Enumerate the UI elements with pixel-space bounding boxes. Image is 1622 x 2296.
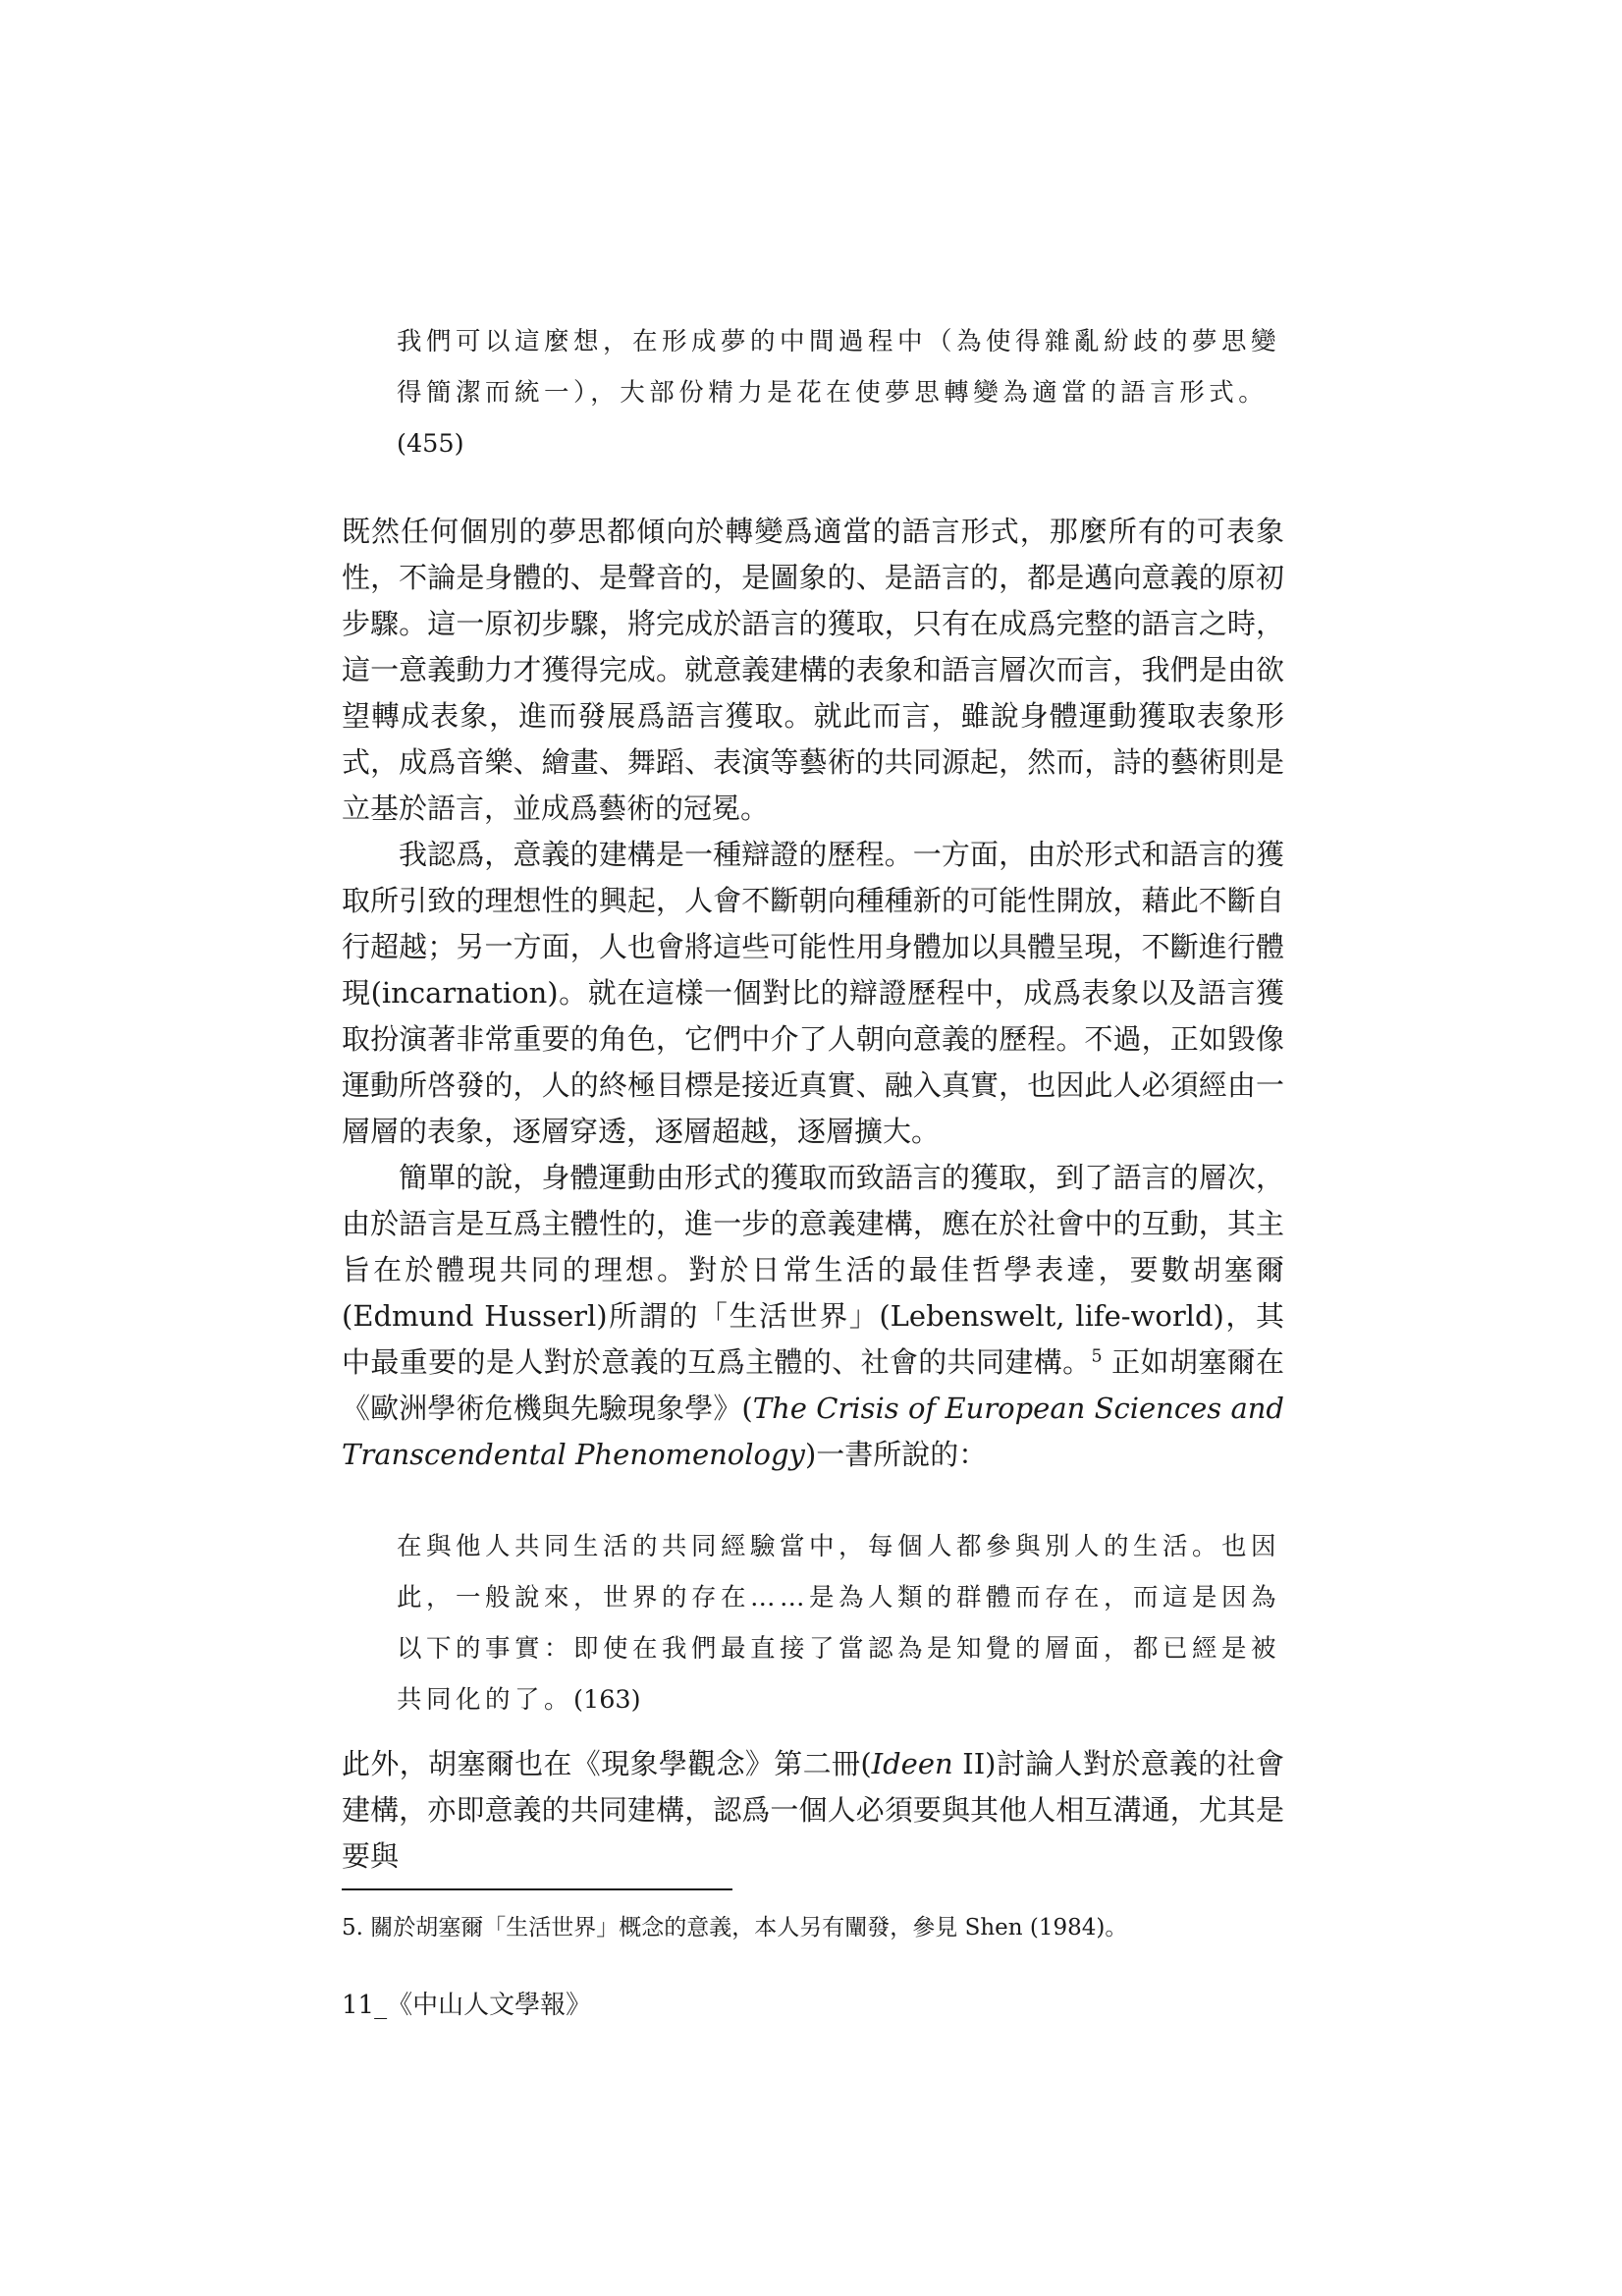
quote-line: 以下的事實：即使在我們最直接了當認為是知覺的層面，都已經是被 [397, 1634, 1281, 1664]
footnote-divider [342, 1888, 732, 1890]
paragraph-2: 我認爲，意義的建構是一種辯證的歷程。一方面，由於形式和語言的獲取所引致的理想性的興起，人會不斷朝向種種新的可能性開放，藉此不斷自行超越；另一方面，人也會將這些可能性用身體加以具體呈現，不斷進行體現(incarnation)。就在這樣一個對比的辯證歷程中，成爲表象以及語言獲取扮演著非常重要的角色，它們中介了人朝向意義的歷程。不過，正如毀像運動所啓發的，人的終極目標是接近真實、融入真實，也因此人必須經由一層層的表象，逐層穿透，逐層超越，逐層擴大。 [342, 838, 1284, 1148]
quote-citation: (163) [573, 1685, 641, 1715]
page-footer: 11_《中山人文學報》 [342, 1991, 592, 2020]
german-book-title: Ideen [871, 1747, 953, 1780]
paragraph-1: 既然任何個別的夢思都傾向於轉變爲適當的語言形式，那麼所有的可表象性，不論是身體的、是聲音的，是圖象的、是語言的，都是邁向意義的原初步驟。這一原初步驟，將完成於語言的獲取，只有在成爲完整的語言之時，這一意義動力才獲得完成。就意義建構的表象和語言層次而言，我們是由欲望轉成表象，進而發展爲語言獲取。就此而言，雖說身體運動獲取表象形式，成爲音樂、繪畫、舞蹈、表演等藝術的共同源起，然而，詩的藝術則是立基於語言，並成爲藝術的冠冕。 [342, 515, 1284, 825]
body-text-continuation [342, 1741, 1284, 1880]
quote-citation: (455) [397, 429, 464, 459]
quote-line: 在與他人共同生活的共同經驗當中，每個人都參與別人的生活。也因 [397, 1532, 1281, 1561]
paragraph-4 [342, 1741, 1284, 1880]
paragraph-3-text: )一書所說的： [804, 1438, 988, 1471]
paragraph-3-text: 正如胡塞爾在《歐洲學術危機與先驗現象學》( [342, 1345, 1284, 1425]
quote-line [397, 1674, 1251, 1725]
paragraph-3-text: 簡單的說，身體運動由形式的獲取而致語言的獲取，到了語言的層次，由於語言是互爲主體性的，進一步的意義建構，應在於社會中的互動，其主旨在於體現共同的理想。對於日常生活的最佳哲學表達，要數胡塞爾(Edmund Husserl)所謂的「生活世界」(Lebenswelt, life-world)，其中最重要的是人對於意義的互爲主體的、社會的共同建構。 [342, 1161, 1284, 1379]
quote-line: 此，一般說來，世界的存在……是為人類的群體而存在，而這是因為 [397, 1583, 1281, 1613]
paragraph-4-text: II)討論人對於意義的社會建構，亦即意義的共同建構，認爲一個人必須要與其他人相互溝通，尤其是要與 [342, 1747, 1284, 1873]
english-book-title: The Crisis of European Sciences and Transcendental Phenomenology [342, 1392, 1284, 1471]
footnote: 5. 關於胡塞爾「生活世界」概念的意義，本人另有闡發，參見 Shen (1984)。 [342, 1915, 1128, 1941]
paragraph-3 [342, 1155, 1284, 1478]
quote-line: 我們可以這麼想，在形成夢的中間過程中（為使得雜亂紛歧的夢思變 [397, 327, 1281, 356]
block-quote-1 [397, 316, 1281, 469]
quote-line: 得簡潔而統一），大部份精力是花在使夢思轉變為適當的語言形式。 [397, 378, 1269, 408]
block-quote-2 [397, 1521, 1281, 1725]
paragraph-4-text: 此外，胡塞爾也在《現象學觀念》第二冊( [342, 1747, 872, 1780]
quote-line-text: 共同化的了。 [397, 1685, 574, 1715]
footnote-reference[interactable]: 5 [1091, 1346, 1103, 1367]
body-text-main [342, 509, 1284, 1478]
